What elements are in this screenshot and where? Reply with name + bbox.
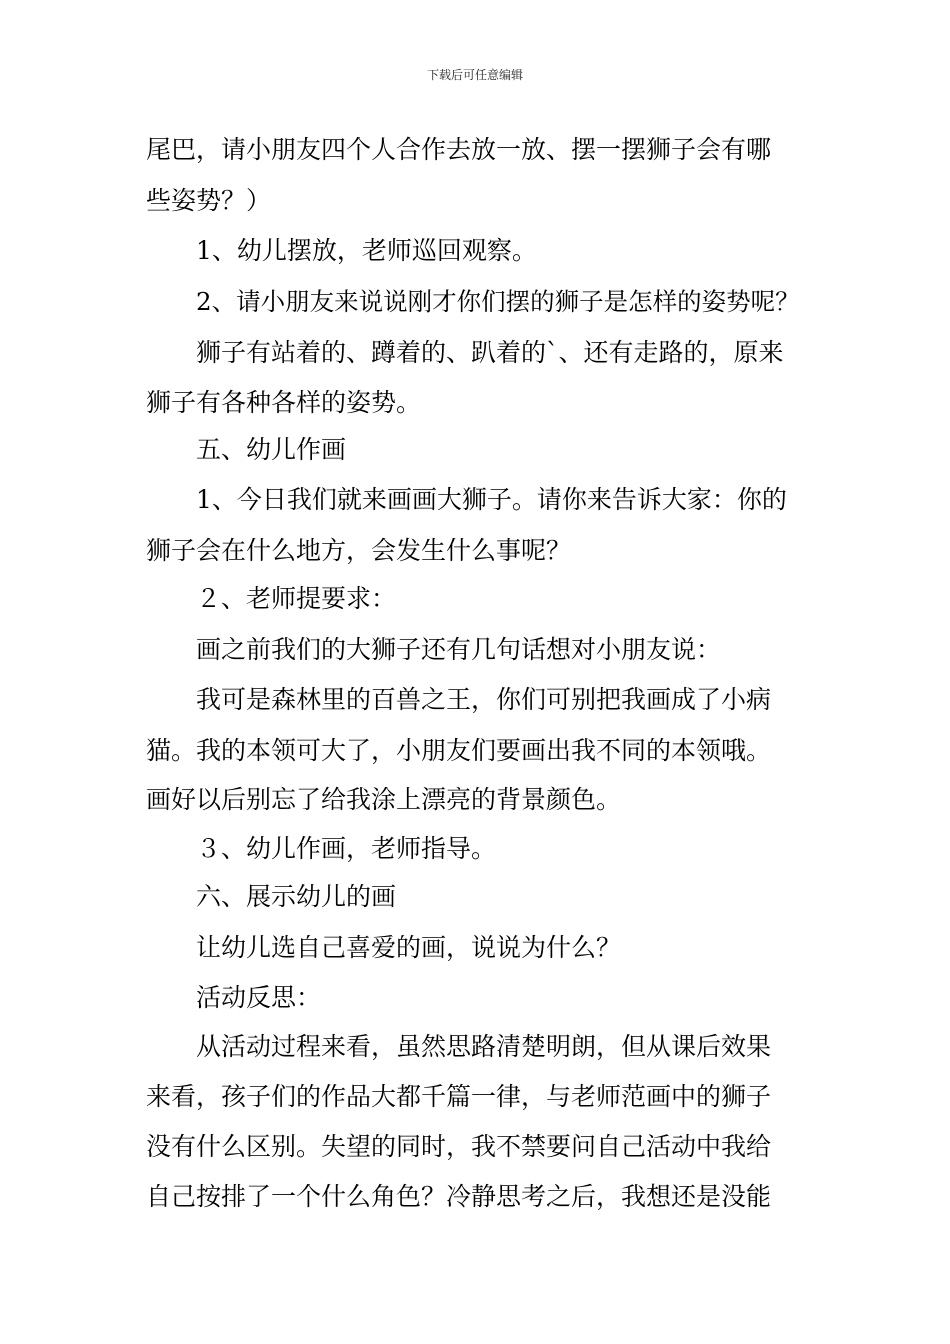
text-line: 1、幼儿摆放，老师巡回观察。 <box>196 236 537 265</box>
section-heading: 五、幼儿作画 <box>196 435 347 464</box>
section-heading: 活动反思： <box>196 983 322 1012</box>
text-line: ３、幼儿作画，老师指导。 <box>196 834 497 863</box>
text-line: 从活动过程来看，虽然思路清楚明朗，但从课后效果 <box>196 1032 772 1061</box>
text-line: 没有什么区别。失望的同时，我不禁要问自己活动中我给 <box>146 1132 772 1161</box>
text-line: 狮子有站着的、蹲着的、趴着的`、还有走路的，原来 <box>196 338 784 367</box>
text-line: 狮子会在什么地方，会发生什么事呢？ <box>146 536 572 565</box>
text-line: 画之前我们的大狮子还有几句话想对小朋友说： <box>196 635 722 664</box>
text-line: 自己按排了一个什么角色？冷静思考之后，我想还是没能 <box>146 1182 772 1211</box>
text-line: 些姿势？） <box>146 186 272 215</box>
text-line: 1、今日我们就来画画大狮子。请你来告诉大家：你的 <box>196 485 787 514</box>
text-line: 狮子有各种各样的姿势。 <box>146 388 422 417</box>
section-heading: 六、展示幼儿的画 <box>196 882 397 911</box>
text-line: 来看，孩子们的作品大都千篇一律，与老师范画中的狮子 <box>146 1082 772 1111</box>
text-line: 猫。我的本领可大了，小朋友们要画出我不同的本领哦。 <box>146 736 772 765</box>
text-line: ２、老师提要求： <box>196 584 397 613</box>
text-line: 2、请小朋友来说说刚才你们摆的狮子是怎样的姿势呢？ <box>196 287 800 316</box>
text-line: 我可是森林里的百兽之王，你们可别把我画成了小病 <box>196 685 772 714</box>
text-line: 画好以后别忘了给我涂上漂亮的背景颜色。 <box>146 785 622 814</box>
text-line: 尾巴，请小朋友四个人合作去放一放、摆一摆狮子会有哪 <box>146 135 772 164</box>
page-header: 下载后可任意编辑 <box>426 68 523 82</box>
text-line: 让幼儿选自己喜爱的画，说说为什么？ <box>196 933 622 962</box>
